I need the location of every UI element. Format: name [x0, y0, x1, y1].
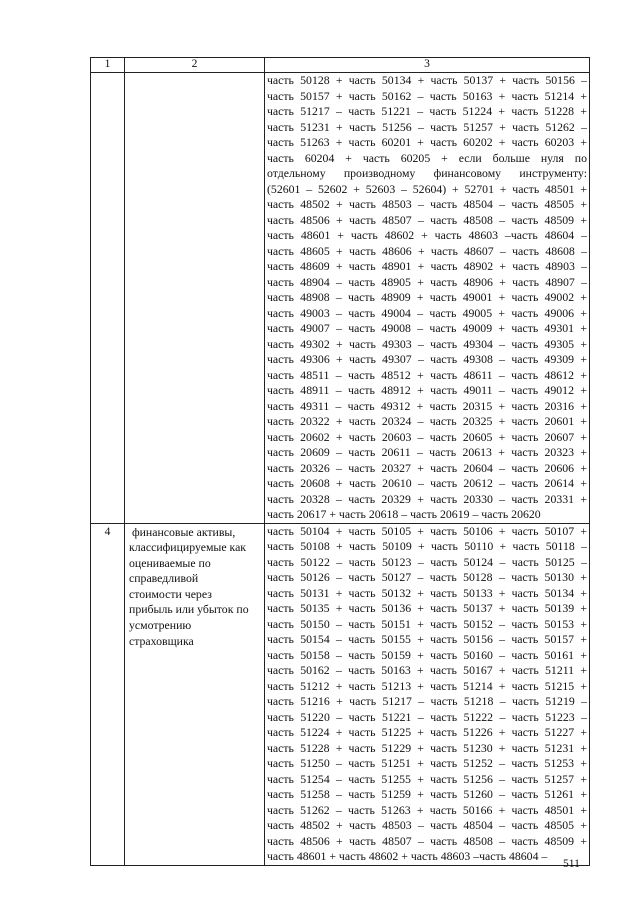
label-line: справедливой: [129, 571, 199, 586]
formula-line: часть 60204 + часть 60205 + если больше нуля по: [267, 150, 587, 165]
formula-line: часть 48601 + часть 48602 + часть 48603 –часть 48604 –: [267, 849, 548, 863]
formula-line: часть 20608 + часть 20610 – часть 20612 – часть 20614 +: [267, 476, 587, 490]
row-number: 4: [91, 523, 125, 865]
label-line: стоимости через: [129, 586, 212, 601]
formula-line: часть 20602 + часть 20603 – часть 20605 + часть 20607 +: [267, 429, 587, 444]
formula-line: часть 49003 – часть 49004 – часть 49005 + часть 49006 +: [267, 305, 587, 320]
formula-line: часть 51263 + часть 60201 + часть 60202 + часть 60203 +: [267, 135, 587, 149]
formula-line: часть 20322 + часть 20324 – часть 20325 + часть 20601 +: [267, 414, 587, 428]
table-header-row: [91, 58, 590, 73]
regulation-table: [90, 57, 590, 866]
row-label: [125, 523, 265, 865]
formula-line: часть 50162 – часть 50163 + часть 50167 + часть 51211 +: [267, 663, 587, 677]
formula-line: часть 50158 – часть 50159 + часть 50160 – часть 50161 +: [267, 647, 587, 662]
formula-line: отдельному производному финансовому инструменту:: [267, 166, 587, 180]
formula-line: часть 48502 + часть 48503 – часть 48504 – часть 48505 +: [267, 197, 587, 211]
formula-line: часть 20609 – часть 20611 – часть 20613 + часть 20323 +: [267, 445, 587, 459]
formula-line: часть 20326 – часть 20327 + часть 20604 – часть 20606 +: [267, 460, 587, 475]
header-col-1: 1: [91, 58, 125, 73]
formula-line: часть 50154 – часть 50155 + часть 50156 – часть 50157 +: [267, 632, 587, 646]
formula-line: часть 51231 + часть 51256 – часть 51257 + часть 51262 –: [267, 119, 587, 134]
row-formula: [265, 523, 590, 865]
header-col-2: 2: [125, 58, 265, 73]
formula-line: часть 49306 + часть 49307 – часть 49308 – часть 49309 +: [267, 352, 587, 366]
formula-line: часть 48911 – часть 48912 + часть 49011 – часть 49012 +: [267, 383, 587, 397]
formula-line: часть 50150 – часть 50151 + часть 50152 – часть 50153 +: [267, 616, 587, 631]
formula-line: часть 48908 – часть 48909 + часть 49001 + часть 49002 +: [267, 290, 587, 304]
formula-line: часть 50104 + часть 50105 + часть 50106 + часть 50107 +: [267, 523, 587, 538]
page-number: 511: [563, 858, 580, 870]
formula-line: часть 49302 + часть 49303 – часть 49304 – часть 49305 +: [267, 336, 587, 351]
formula-line: часть 20617 + часть 20618 – часть 20619 – часть 20620: [267, 507, 541, 521]
formula-line: часть 48506 + часть 48507 – часть 48508 – часть 48509 +: [267, 212, 587, 227]
row-formula: [265, 73, 590, 524]
formula-line: часть 51254 – часть 51255 + часть 51256 – часть 51257 +: [267, 771, 587, 786]
label-line: прибыль или убыток по: [129, 602, 249, 617]
formula-line: часть 50131 + часть 50132 + часть 50133 + часть 50134 +: [267, 585, 587, 600]
label-line: оцениваемые по: [129, 555, 211, 570]
formula-line: часть 51224 + часть 51225 + часть 51226 + часть 51227 +: [267, 725, 587, 739]
formula-line: часть 48605 + часть 48606 + часть 48607 – часть 48608 –: [267, 243, 587, 258]
formula-line: часть 50135 + часть 50136 + часть 50137 + часть 50139 +: [267, 601, 587, 615]
row-number: [91, 73, 125, 524]
formula-line: (52601 – 52602 + 52603 – 52604) + 52701 + часть 48501 +: [267, 181, 587, 196]
formula-line: часть 51250 – часть 51251 + часть 51252 – часть 51253 +: [267, 756, 587, 770]
formula-line: часть 49311 – часть 49312 + часть 20315 + часть 20316 +: [267, 398, 587, 413]
formula-line: часть 49007 – часть 49008 – часть 49009 + часть 49301 +: [267, 321, 587, 335]
formula-line: часть 48506 + часть 48507 – часть 48508 – часть 48509 +: [267, 833, 587, 848]
formula-line: часть 48502 + часть 48503 – часть 48504 – часть 48505 +: [267, 818, 587, 832]
formula-line: часть 51217 – часть 51221 – часть 51224 + часть 51228 +: [267, 104, 587, 118]
formula-line: часть 51228 + часть 51229 + часть 51230 + часть 51231 +: [267, 740, 587, 755]
formula-line: часть 50157 + часть 50162 – часть 50163 + часть 51214 +: [267, 88, 587, 103]
label-line: классифицируемые как: [129, 540, 247, 555]
formula-line: часть 48904 – часть 48905 + часть 48906 + часть 48907 –: [267, 274, 587, 289]
formula-line: часть 51216 + часть 51217 – часть 51218 – часть 51219 –: [267, 694, 587, 708]
formula-line: часть 51262 – часть 51263 + часть 50166 + часть 48501 +: [267, 802, 587, 817]
formula-line: часть 50108 + часть 50109 + часть 50110 + часть 50118 –: [267, 539, 587, 553]
label-line: страховщика: [129, 633, 194, 648]
table-row: [91, 73, 590, 524]
formula-line: часть 48511 – часть 48512 + часть 48611 – часть 48612 +: [267, 367, 587, 382]
formula-line: часть 50128 + часть 50134 + часть 50137 + часть 50156 –: [267, 73, 587, 87]
formula-line: часть 48601 + часть 48602 + часть 48603 –часть 48604 –: [267, 228, 587, 242]
row-label: [125, 73, 265, 524]
table-row: [91, 523, 590, 865]
formula-line: часть 50122 – часть 50123 – часть 50124 – часть 50125 –: [267, 554, 587, 569]
formula-line: часть 48609 + часть 48901 + часть 48902 + часть 48903 –: [267, 259, 587, 273]
formula-line: часть 51220 – часть 51221 – часть 51222 – часть 51223 –: [267, 709, 587, 724]
formula-line: часть 20328 – часть 20329 + часть 20330 – часть 20331 +: [267, 491, 587, 506]
label-line: финансовые активы,: [129, 524, 236, 539]
formula-line: часть 50126 – часть 50127 – часть 50128 – часть 50130 +: [267, 570, 587, 584]
formula-line: часть 51212 + часть 51213 + часть 51214 + часть 51215 +: [267, 678, 587, 693]
label-line: усмотрению: [129, 618, 192, 633]
header-col-3: 3: [265, 58, 590, 73]
formula-line: часть 51258 – часть 51259 + часть 51260 – часть 51261 +: [267, 787, 587, 801]
